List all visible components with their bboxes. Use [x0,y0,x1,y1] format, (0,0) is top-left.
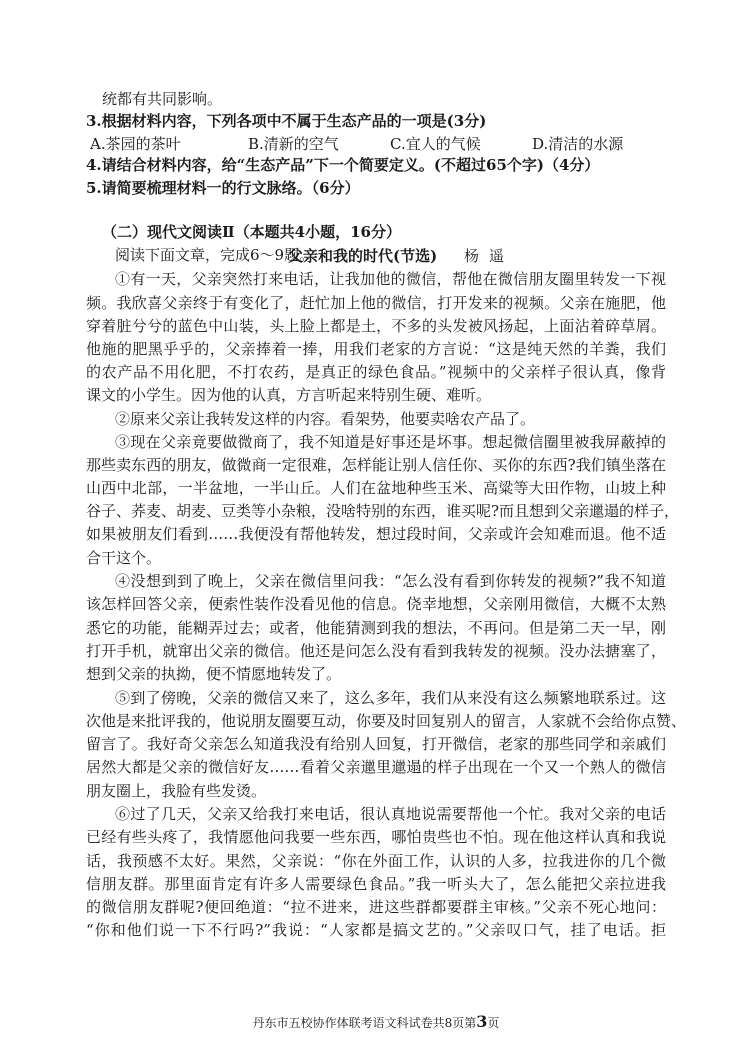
continued-text-line: 统都有共同影响。 [102,90,223,108]
question-3: 3.根据材料内容，下列各项中不属于生态产品的一项是(3分) [86,112,487,130]
body-line: 朋友圈上，我脸有些发烫。 [86,782,267,800]
body-line: 话，我预感不太好。果然，父亲说：“你在外面工作，认识的人多，拉我进你的几个微 [86,852,666,870]
question-5: 5.请简要梳理材料一的行文脉络。（6分） [86,179,360,197]
footer-page-number: 3 [476,1012,488,1031]
body-line: 如果被朋友们看到……我便没有帮他转发，想过段时间，父亲或许会知难而退。他不适 [86,525,666,543]
option-d: D.清洁的水源 [532,135,624,153]
body-line: 该怎样回答父亲，便索性装作没看见他的信息。侥幸地想，父亲刚用微信，大概不太熟 [86,595,666,613]
body-line: 合干这个。 [86,549,162,567]
reading-instruction: 阅读下面文章，完成6～9题。 [115,246,315,264]
body-line: 已经有些头疼了，我情愿他问我要一些东西，哪怕贵些也不怕。现在他这样认真和我说 [86,828,666,846]
body-line: 的农产品不用化肥，不打农药，是真正的绿色食品。”视频中的父亲样子很认真，像背 [86,363,666,381]
body-line: “你和他们说一下不行吗?”我说：“人家都是搞文艺的。”父亲叹口气，挂了电话。拒 [86,921,666,939]
article-author: 杨遥 [463,247,514,265]
body-line: 想到父亲的执拗，便不情愿地转发了。 [86,665,342,683]
question-4: 4.请结合材料内容，给“生态产品”下一个简要定义。(不超过65个字)（4分） [86,156,600,174]
body-line: 频。我欣喜父亲终于有变化了，赶忙加上他的微信，打开发来的视频。父亲在施肥，他 [86,294,666,312]
body-line: ⑤到了傍晚，父亲的微信又来了，这么多年，我们从来没有这么频繁地联系过。这 [115,689,666,707]
body-line: ③现在父亲竟要做微商了，我不知道是好事还是坏事。想起微信圈里被我屏蔽掉的 [115,433,666,451]
footer-text: 丹东市五校协作体联考语文科试卷共8页第 [252,1016,477,1030]
footer-suffix: 页 [487,1016,500,1030]
body-line: 悉它的功能，能糊弄过去；或者，他能猜测到我的想法，不再问。但是第二天一早，刚 [86,619,666,637]
body-line: 打开手机，就窜出父亲的微信。他还是问怎么没有看到我转发的视频。没办法搪塞了， [86,642,666,660]
question-3-options [90,133,650,153]
article-title: 父亲和我的时代(节选) [288,247,438,265]
option-a: A.茶园的茶叶 [90,135,181,153]
body-line: 的微信朋友群呢?便回绝道：“拉不进来，进这些群都要群主审核。”父亲不死心地问： [86,898,666,916]
body-line: ④没想到到了晚上，父亲在微信里问我：“怎么没有看到你转发的视频?”我不知道 [115,572,666,590]
body-line: 次他是来批评我的，他说朋友圈要互动，你要及时回复别人的留言，人家就不会给你点赞、 [86,712,687,730]
body-line: ②原来父亲让我转发这样的内容。看架势，他要卖啥农产品了。 [115,410,536,428]
body-line: 那些卖东西的朋友，做微商一定很难，怎样能让别人信任你、买你的东西?我们镇坐落在 [86,456,666,474]
body-line: 山西中北部，一半盆地，一半山丘。人们在盆地种些玉米、高粱等大田作物，山坡上种 [86,479,666,497]
body-line: ①有一天，父亲突然打来电话，让我加他的微信，帮他在微信朋友圈里转发一下视 [115,270,666,288]
body-line: 留言了。我好奇父亲怎么知道我没有给别人回复，打开微信，老家的那些同学和亲戚们 [86,735,666,753]
option-b: B.清新的空气 [248,135,339,153]
body-line: 居然大都是父亲的微信好友……看着父亲邋里邋遢的样子出现在一个又一个熟人的微信 [86,758,666,776]
body-line: 信朋友群。那里面肯定有许多人需要绿色食品。”我一听头大了，怎么能把父亲拉进我 [86,875,666,893]
section-heading: （二）现代文阅读Ⅱ（本题共4小题，16分） [102,223,401,241]
body-line: 他施的肥黑乎乎的，父亲捧着一捧，用我们老家的方言说：“这是纯天然的羊粪，我们 [86,340,666,358]
article-title-row [288,245,514,266]
option-c: C.宜人的气候 [390,135,481,153]
body-line: 课文的小学生。因为他的认真，方言听起来特别生硬、难听。 [86,386,492,404]
body-line: 谷子、荞麦、胡麦、豆类等小杂粮，没啥特别的东西，谁买呢?而且想到父亲邋遢的样子， [86,502,680,520]
body-line: ⑥过了几天，父亲又给我打来电话，很认真地说需要帮他一个忙。我对父亲的电话 [115,805,666,823]
body-line: 穿着脏兮兮的蓝色中山装，头上脸上都是土，不多的头发被风扬起，上面沾着碎草屑。 [86,317,666,335]
page-footer [0,1012,752,1031]
